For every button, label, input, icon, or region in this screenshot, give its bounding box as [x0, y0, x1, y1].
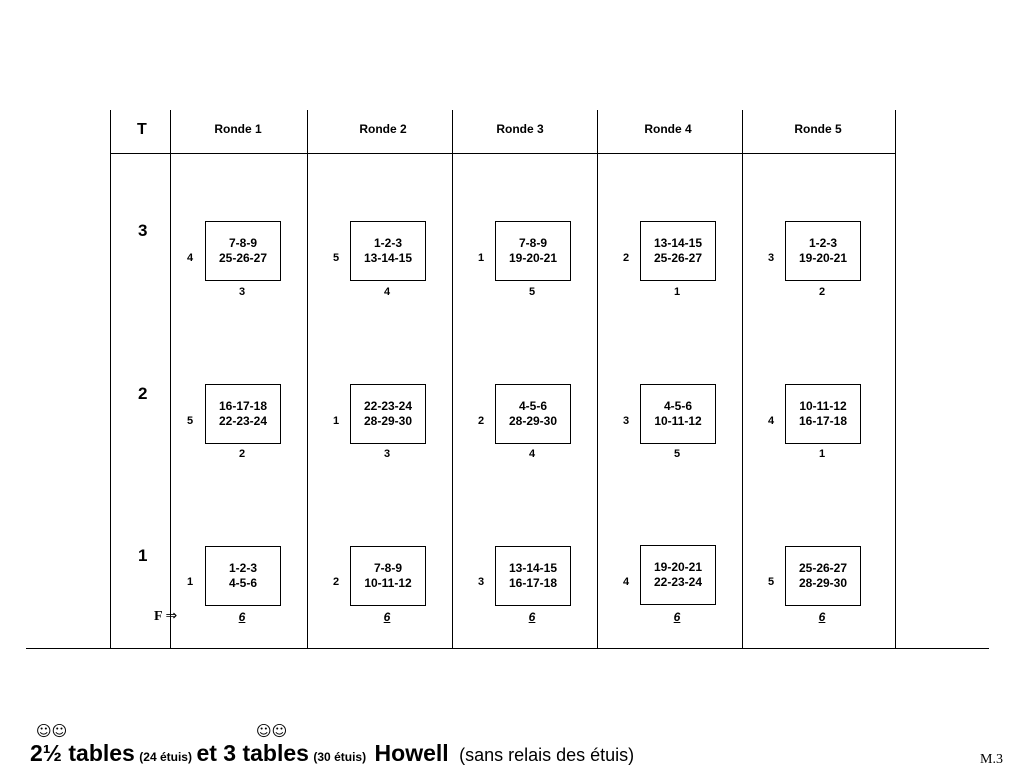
board-set-box	[785, 546, 861, 606]
board-set-line-1: 13-14-15	[508, 561, 558, 575]
footer-subtitle: (sans relais des étuis)	[459, 745, 635, 765]
board-set-line-2: 25-26-27	[218, 251, 268, 265]
page-reference: M.3	[980, 752, 1003, 767]
board-set-line-1: 1-2-3	[373, 236, 402, 250]
seat-number: 5	[187, 415, 194, 427]
right-arrow-icon: ⇒	[165, 608, 178, 624]
seat-number: 5	[333, 252, 340, 264]
seat-number: 4	[768, 415, 775, 427]
board-set-line-2: 19-20-21	[798, 251, 848, 265]
seat-number: 2	[478, 415, 485, 427]
round-header-1: Ronde 1	[214, 122, 262, 136]
footer-title-part2-count: (30 étuis)	[313, 750, 367, 764]
board-set-line-2: 22-23-24	[218, 414, 268, 428]
grid-line-left	[110, 110, 111, 648]
board-set-box	[205, 546, 281, 606]
table-label-3: 3	[138, 221, 148, 240]
board-set-line-1: 1-2-3	[808, 236, 837, 250]
board-set-line-1: 25-26-27	[798, 561, 848, 575]
board-set-line-2: 13-14-15	[363, 251, 413, 265]
board-set-box	[640, 545, 716, 605]
board-set-line-1: 4-5-6	[663, 399, 692, 413]
table-label-2: 2	[138, 384, 148, 403]
round-header-5: Ronde 5	[794, 122, 842, 136]
seat-number: 3	[768, 252, 775, 264]
round-header-4: Ronde 4	[644, 122, 692, 136]
f-value: 6	[383, 610, 391, 624]
board-set-line-2: 28-29-30	[798, 576, 848, 590]
board-set-line-1: 7-8-9	[373, 561, 402, 575]
board-set-line-1: 22-23-24	[363, 399, 413, 413]
board-set-box	[640, 384, 716, 444]
grid-line-col3	[452, 110, 453, 648]
footer-title-part1: 2½ tables	[30, 740, 135, 766]
round-header-3: Ronde 3	[496, 122, 544, 136]
grid-line-col5	[742, 110, 743, 648]
board-set-line-1: 10-11-12	[799, 399, 847, 413]
board-set-line-2: 28-29-30	[508, 414, 558, 428]
table-column-header: T	[137, 121, 147, 138]
grid-line-right	[895, 110, 896, 648]
board-set-line-1: 7-8-9	[518, 236, 547, 250]
seat-number: 4	[623, 576, 630, 588]
board-set-box	[495, 221, 571, 281]
f-value: 6	[673, 610, 681, 624]
f-row-label	[154, 608, 177, 625]
board-set-box	[495, 546, 571, 606]
board-set-line-2: 10-11-12	[654, 414, 702, 428]
board-set-line-1: 19-20-21	[653, 560, 703, 574]
board-set-line-1: 7-8-9	[228, 236, 257, 250]
board-set-line-2: 10-11-12	[364, 576, 412, 590]
board-set-line-2: 16-17-18	[798, 414, 848, 428]
footer-title-part1-count: (24 étuis)	[139, 750, 192, 764]
board-set-line-2: 28-29-30	[363, 414, 413, 428]
grid-line-col4	[597, 110, 598, 648]
smiley-icon: ☺☺	[36, 722, 68, 740]
next-table-number: 4	[528, 448, 536, 460]
board-set-line-2: 22-23-24	[653, 575, 703, 589]
seat-number: 2	[333, 576, 340, 588]
board-set-line-1: 4-5-6	[518, 399, 547, 413]
seat-number: 1	[333, 415, 340, 427]
seat-number: 1	[478, 252, 485, 264]
smiley-icon: ☺☺	[256, 722, 288, 740]
next-table-number: 3	[238, 286, 246, 298]
header-divider	[110, 153, 896, 154]
footer-title-part3: Howell	[374, 740, 449, 766]
next-table-number: 1	[673, 286, 681, 298]
board-set-line-2: 16-17-18	[508, 576, 558, 590]
seat-number: 3	[623, 415, 630, 427]
board-set-box	[350, 546, 426, 606]
table-label-1: 1	[138, 546, 148, 565]
board-set-line-2: 19-20-21	[508, 251, 558, 265]
f-value: 6	[818, 610, 826, 624]
next-table-number: 2	[818, 286, 826, 298]
footer-title-part2: et 3 tables	[196, 740, 309, 766]
f-letter: F	[154, 609, 163, 624]
board-set-box	[495, 384, 571, 444]
board-set-box	[785, 384, 861, 444]
board-set-line-1: 1-2-3	[228, 561, 257, 575]
f-value: 6	[528, 610, 536, 624]
footer-title	[30, 740, 634, 767]
seat-number: 2	[623, 252, 630, 264]
board-set-box	[350, 384, 426, 444]
grid-line-col1	[170, 110, 171, 648]
next-table-number: 2	[238, 448, 246, 460]
board-set-line-2: 25-26-27	[653, 251, 703, 265]
seat-number: 4	[187, 252, 194, 264]
bottom-rule	[26, 648, 989, 649]
board-set-box	[640, 221, 716, 281]
board-set-box	[205, 384, 281, 444]
next-table-number: 3	[383, 448, 391, 460]
board-set-line-1: 13-14-15	[653, 236, 703, 250]
next-table-number: 5	[528, 286, 536, 298]
board-set-line-1: 16-17-18	[218, 399, 268, 413]
next-table-number: 1	[818, 448, 826, 460]
f-value: 6	[238, 610, 246, 624]
seat-number: 5	[768, 576, 775, 588]
grid-line-col2	[307, 110, 308, 648]
seat-number: 1	[187, 576, 194, 588]
board-set-box	[205, 221, 281, 281]
round-header-2: Ronde 2	[359, 122, 407, 136]
next-table-number: 4	[383, 286, 391, 298]
next-table-number: 5	[673, 448, 681, 460]
board-set-line-2: 4-5-6	[228, 576, 257, 590]
board-set-box	[785, 221, 861, 281]
board-set-box	[350, 221, 426, 281]
seat-number: 3	[478, 576, 485, 588]
